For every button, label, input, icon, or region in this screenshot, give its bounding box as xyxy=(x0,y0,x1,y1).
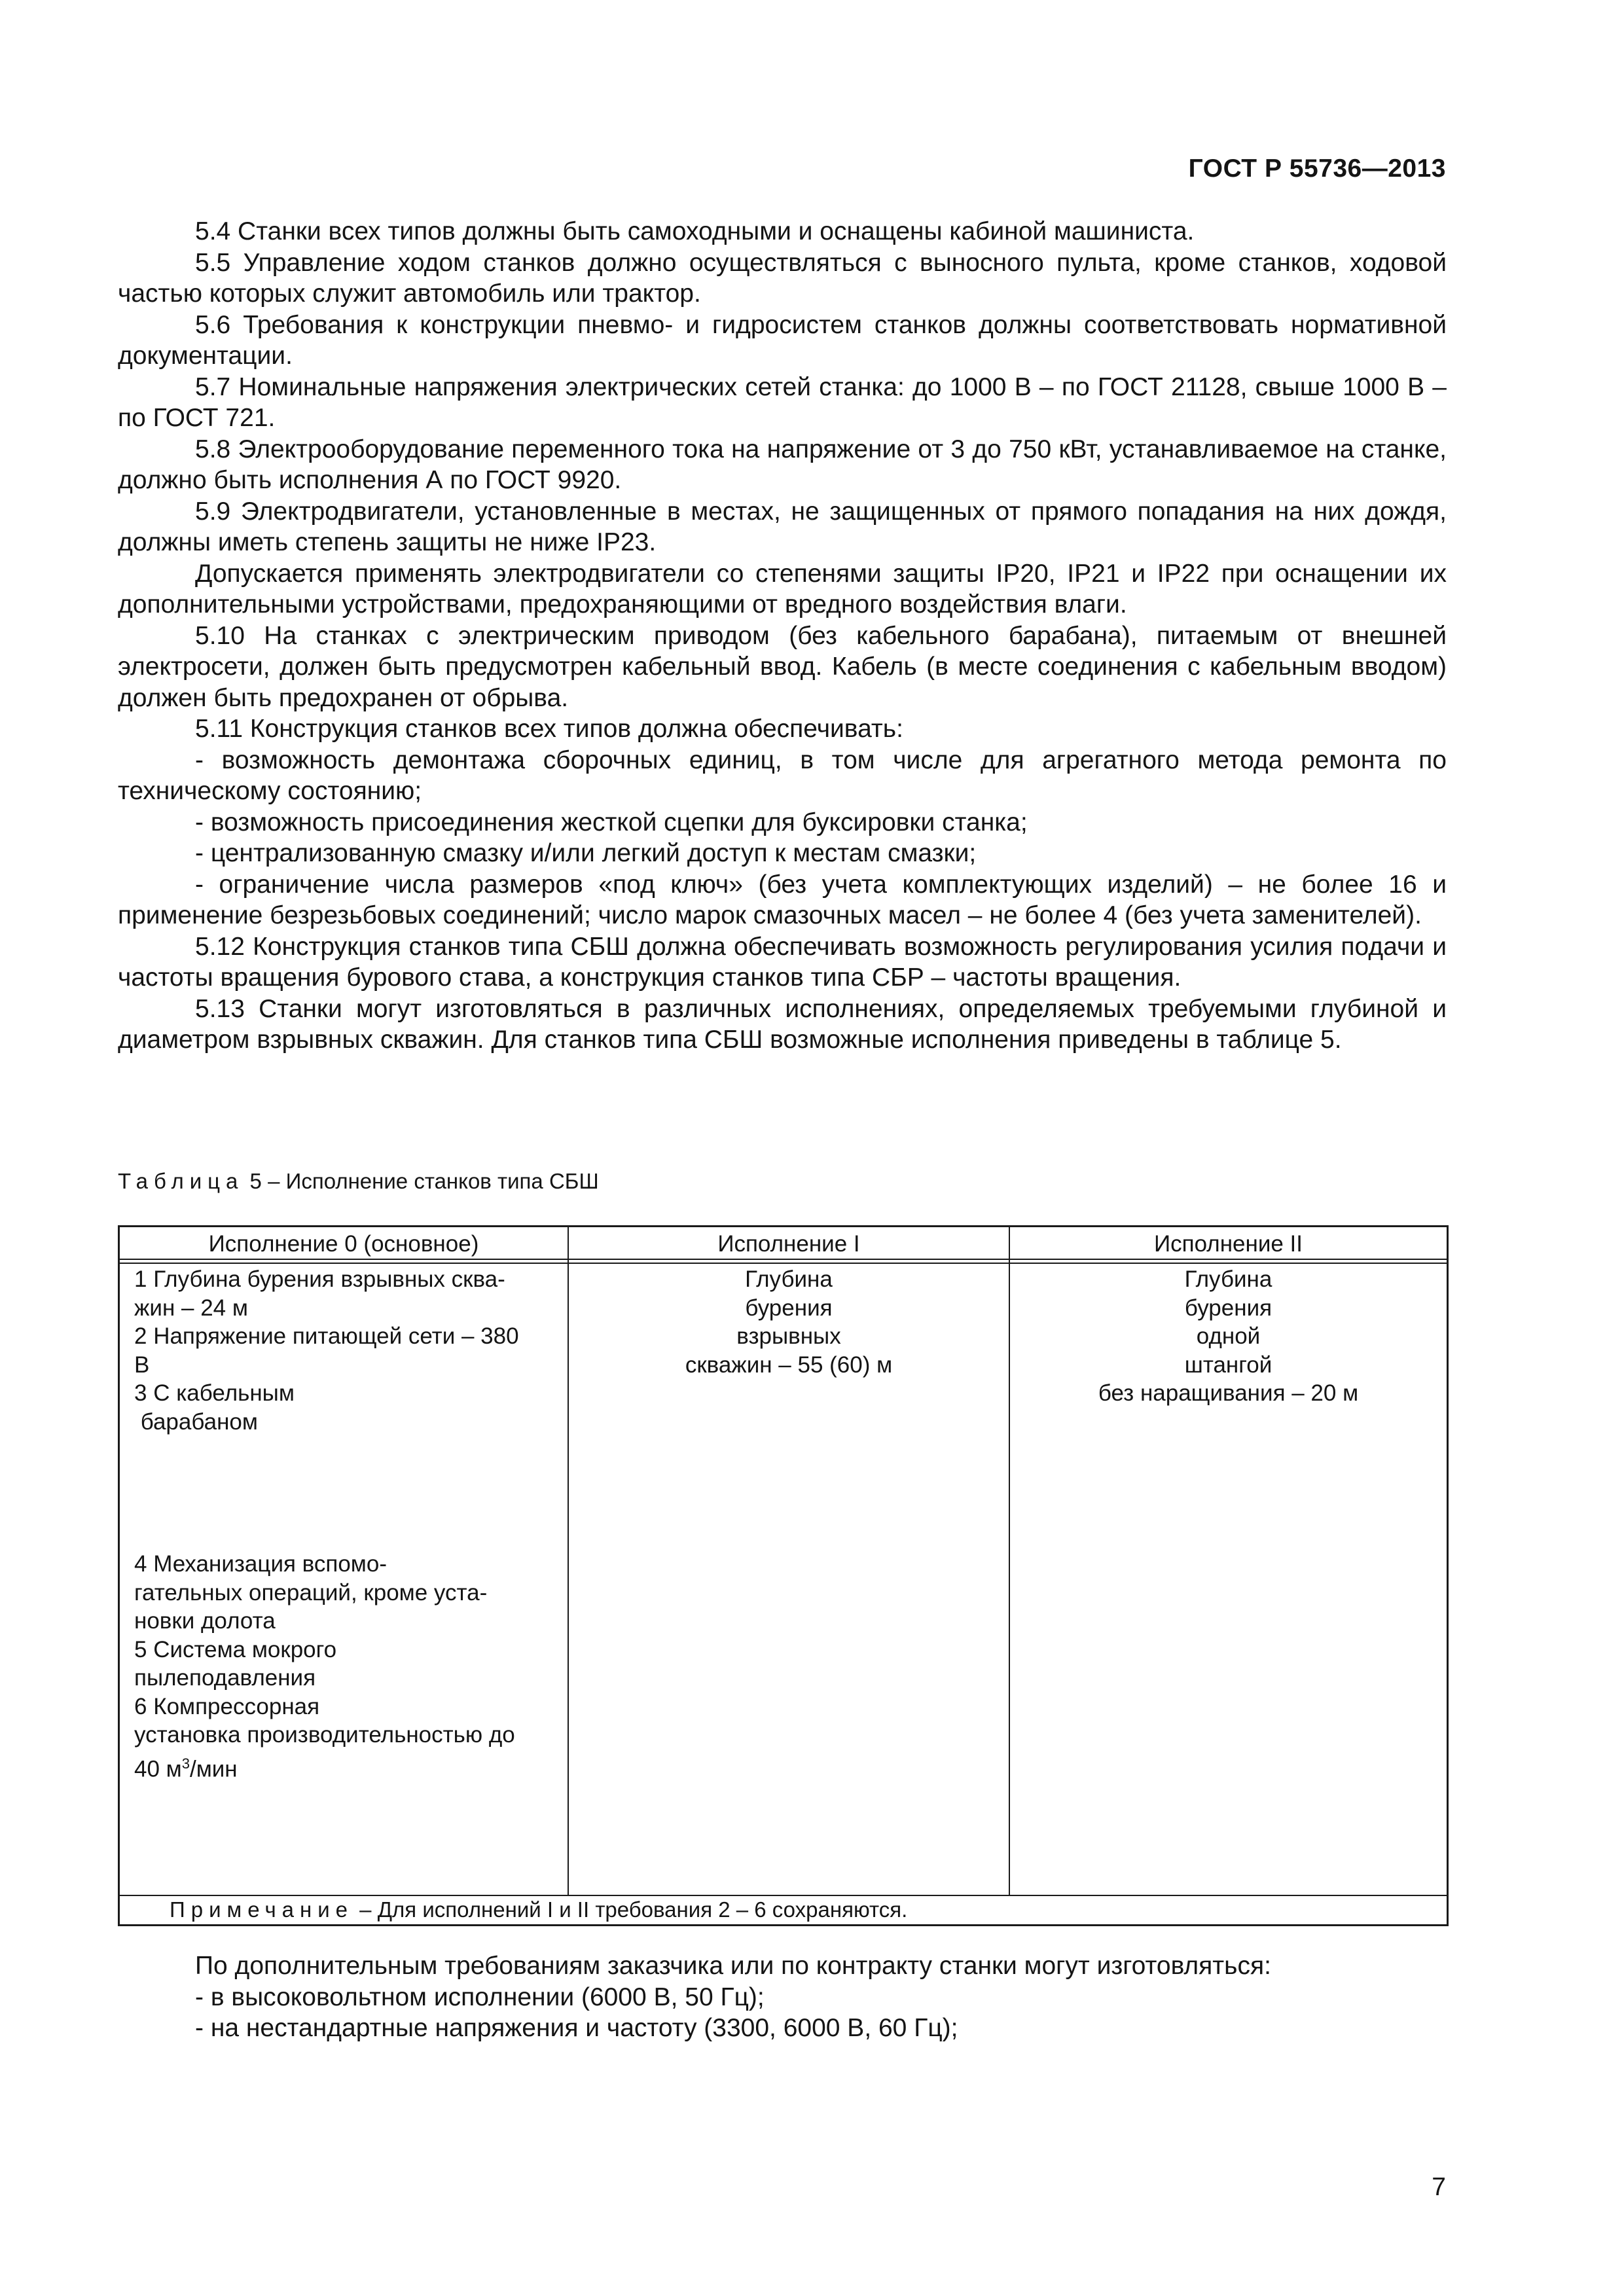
list-item: - ограничение числа размеров «под ключ» (без учета комплектующих изделий) – не более 16 и применение безрезьбовых соединений; число марок смазочных масел – не более 4 (без учета заменителей). xyxy=(118,870,1447,929)
header-divider xyxy=(120,1263,1447,1264)
paragraph: 5.4 Станки всех типов должны быть самоходными и оснащены кабиной машиниста. xyxy=(195,217,1195,245)
cell-line: гательных операций, кроме уста- xyxy=(134,1579,488,1605)
table-caption xyxy=(118,1169,599,1194)
paragraph: 5.11 Конструкция станков всех типов должна обеспечивать: xyxy=(195,715,903,743)
cell-line: Глубина xyxy=(745,1266,833,1292)
table-cell-execution-2 xyxy=(1010,1265,1447,1408)
cell-line: В xyxy=(134,1352,150,1378)
cell-line: барабаном xyxy=(134,1408,258,1435)
additional-requirements xyxy=(195,1950,1271,2044)
cell-line: жин – 24 м xyxy=(134,1295,248,1321)
cell-line: бурения xyxy=(745,1295,833,1321)
document-header: ГОСТ Р 55736—2013 xyxy=(1188,154,1446,183)
table-cell-execution-0 xyxy=(134,1265,560,1784)
cell-line: без наращивания – 20 м xyxy=(1098,1380,1359,1406)
cell-line: штангой xyxy=(1184,1352,1272,1378)
paragraph: 5.13 Станки могут изготовляться в различных исполнениях, определяемых требуемыми глубиной и диаметром взрывных скважин. Для станков типа СБШ возможные исполнения приведены в таблице 5. xyxy=(118,994,1447,1054)
cell-line: одной xyxy=(1196,1323,1261,1349)
list-item: - в высоковольтном исполнении (6000 В, 50 Гц); xyxy=(195,1982,765,2011)
cell-line: установка производительностью до xyxy=(134,1722,515,1748)
paragraph: 5.10 На станках с электрическим приводом (без кабельного барабана), питаемым от внешней электросети, должен быть предусмотрен кабельный ввод. Кабель (в месте соединения с кабельным вводом) должен быть предохранен от обрыва. xyxy=(118,621,1447,712)
paragraph: 5.6 Требования к конструкции пневмо- и гидросистем станков должны соответствовать нормативной документации. xyxy=(118,310,1447,370)
cell-line: Глубина xyxy=(1184,1266,1272,1292)
paragraph: 5.12 Конструкция станков типа СБШ должна обеспечивать возможность регулирования усилия подачи и частоты вращения бурового става, а конструкция станков типа СБР – частоты вращения. xyxy=(118,932,1447,992)
paragraph: 5.8 Электрооборудование переменного тока на напряжение от 3 до 750 кВт, устанавливаемое на станке, должно быть исполнения А по ГОСТ 9920. xyxy=(118,435,1447,494)
table-header-cell: Исполнение II xyxy=(1153,1231,1303,1257)
executions-table xyxy=(118,1225,1449,1926)
cell-line: 3 С кабельным xyxy=(134,1380,295,1406)
paragraph: 5.9 Электродвигатели, установленные в местах, не защищенных от прямого попадания на них дождя, должны иметь степень защиты не ниже IP23. xyxy=(118,497,1447,556)
cell-line: пылеподавления xyxy=(134,1665,316,1691)
table-cell-execution-1 xyxy=(569,1265,1009,1379)
table-note-label: Примечание xyxy=(170,1897,354,1922)
cell-line: 5 Система мокрого xyxy=(134,1636,337,1662)
paragraph: 5.5 Управление ходом станков должно осуществляться с выносного пульта, кроме станков, ходовой частью которых служит автомобиль или трактор. xyxy=(118,248,1447,308)
cell-line: 2 Напряжение питающей сети – 380 xyxy=(134,1323,519,1349)
cell-line: скважин – 55 (60) м xyxy=(685,1352,893,1378)
table-note xyxy=(170,1897,907,1923)
table-note-text: – Для исполнений I и II требования 2 – 6 сохраняются. xyxy=(353,1897,908,1922)
body-text xyxy=(118,216,1447,1056)
paragraph: 5.7 Номинальные напряжения электрических сетей станка: до 1000 В – по ГОСТ 21128, свыше 1000 В – по ГОСТ 721. xyxy=(118,372,1447,432)
cell-line: 6 Компрессорная xyxy=(134,1693,320,1719)
list-item: - централизованную смазку и/или легкий доступ к местам смазки; xyxy=(195,839,977,867)
cell-line: 4 Механизация вспомо- xyxy=(134,1551,387,1577)
cell-line: 40 $м^3$/мин xyxy=(134,1755,238,1782)
list-item: - возможность присоединения жесткой сцепки для буксировки станка; xyxy=(195,808,1028,836)
table-header-cell: Исполнение 0 (основное) xyxy=(208,1231,479,1257)
cell-line: новки долота xyxy=(134,1608,276,1634)
paragraph: Допускается применять электродвигатели со степенями защиты IP20, IP21 и IP22 при оснащении их дополнительными устройствами, предохраняющими от вредного воздействия влаги. xyxy=(118,559,1447,619)
table-caption-label: Таблица xyxy=(118,1169,244,1193)
list-item: - на нестандартные напряжения и частоту (3300, 6000 В, 60 Гц); xyxy=(195,2014,958,2042)
list-item: - возможность демонтажа сборочных единиц, в том числе для агрегатного метода ремонта по техническому состоянию; xyxy=(118,745,1447,805)
paragraph: По дополнительным требованиям заказчика или по контракту станки могут изготовляться: xyxy=(195,1952,1271,1980)
cell-line: 1 Глубина бурения взрывных сква- xyxy=(134,1266,505,1292)
header-divider xyxy=(120,1259,1447,1260)
cell-line: взрывных xyxy=(736,1323,841,1349)
table-caption-title: 5 – Исполнение станков типа СБШ xyxy=(244,1169,599,1193)
page-number: 7 xyxy=(1432,2173,1446,2201)
note-divider xyxy=(120,1895,1447,1896)
table-header-cell: Исполнение I xyxy=(717,1231,860,1257)
cell-line: бурения xyxy=(1184,1295,1272,1321)
